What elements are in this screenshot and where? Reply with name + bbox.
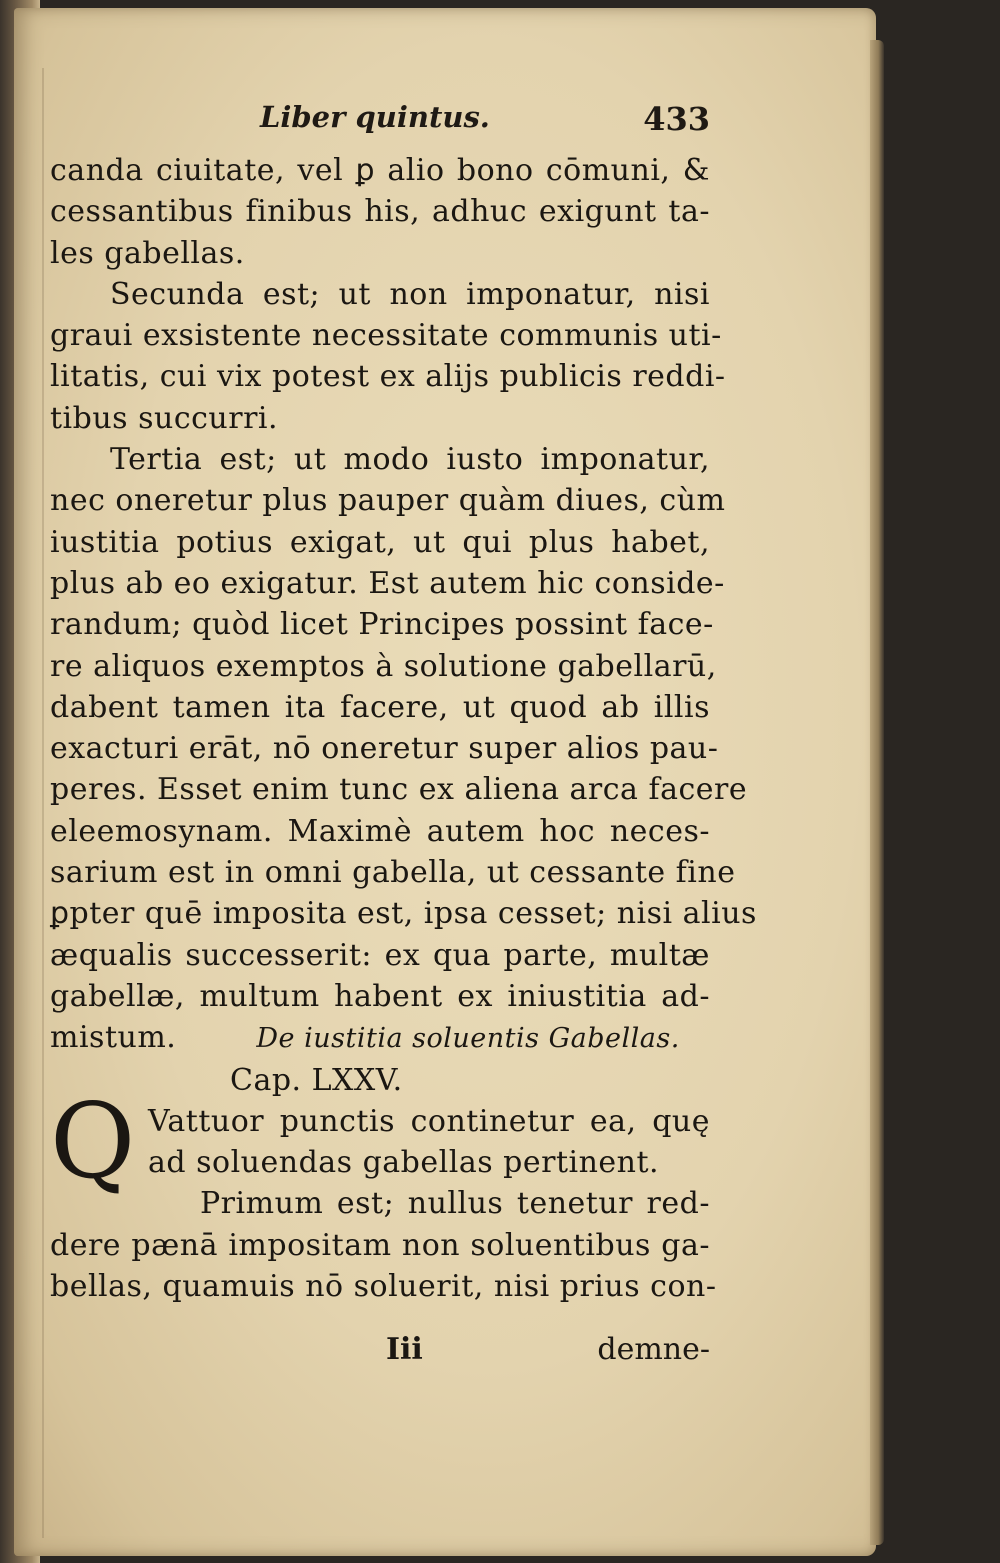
text-line: eleemosynam. Maximè autem hoc neces- xyxy=(50,813,710,849)
text-line: dere pænā impositam non soluentibus ga- xyxy=(50,1227,710,1263)
text-line: gabellæ, multum habent ex iniustitia ad- xyxy=(50,978,710,1014)
text-line: litatis, cui vix potest ex alijs publicis reddi- xyxy=(50,359,726,395)
folio-number: 433 xyxy=(643,100,710,138)
text-line: peres. Esset enim tunc ex aliena arca facere xyxy=(50,772,748,808)
dropcap-letter: Q xyxy=(50,1079,136,1202)
text-line: iustitia potius exigat, ut qui plus habet, xyxy=(50,524,710,560)
text-line: Vattuor punctis continetur ea, quę xyxy=(148,1103,710,1139)
text-line: nec oneretur plus pauper quàm diues, cùm xyxy=(50,483,726,519)
text-line: Tertia est; ut modo iusto imponatur, xyxy=(110,442,710,478)
text-line: dabent tamen ita facere, ut quod ab illis xyxy=(50,689,710,725)
text-line: re aliquos exemptos à solutione gabellarū, xyxy=(50,648,717,684)
text-line: exacturi erāt, nō oneretur super alios pau- xyxy=(50,731,719,767)
page-fore-edge xyxy=(870,40,884,1545)
page-margin-rule xyxy=(42,68,44,1538)
text-line-with-heading xyxy=(50,1017,710,1059)
text-line: bellas, quamuis nō soluerit, nisi prius con- xyxy=(50,1269,717,1305)
text-line: Primum est; nullus tenetur red- xyxy=(200,1186,710,1222)
running-title: Liber quintus. xyxy=(260,100,490,134)
chapter-heading: De iustitia soluentis Gabellas. xyxy=(256,1023,680,1055)
chapter-number: Cap. LXXV. xyxy=(230,1062,403,1098)
text-line: Secunda est; ut non imponatur, nisi xyxy=(110,276,710,312)
text-line: ꝑpter quē imposita est, ipsa cesset; nisi alius xyxy=(50,896,757,932)
text-line-end: mistum. xyxy=(50,1020,177,1056)
text-line: plus ab eo exigatur. Est autem hic conside- xyxy=(50,565,725,601)
text-line: les gabellas. xyxy=(50,235,245,271)
text-line: tibus succurri. xyxy=(50,400,279,436)
signature-mark: Iii xyxy=(386,1332,423,1367)
text-line: sarium est in omni gabella, ut cessante fine xyxy=(50,855,736,891)
main-text-block xyxy=(50,150,757,1307)
page-header xyxy=(50,100,710,150)
text-line: cessantibus finibus his, adhuc exigunt ta- xyxy=(50,194,710,230)
page-footer xyxy=(50,1332,710,1374)
text-line: æqualis successerit: ex qua parte, multæ xyxy=(50,937,710,973)
text-line: randum; quòd licet Principes possint face- xyxy=(50,607,714,643)
text-line: graui exsistente necessitate communis uti- xyxy=(50,318,722,354)
text-line: ad soluendas gabellas pertinent. xyxy=(148,1145,660,1181)
catchword: demne- xyxy=(597,1332,710,1367)
text-line: canda ciuitate, vel ꝑ alio bono cōmuni, & xyxy=(50,153,710,188)
